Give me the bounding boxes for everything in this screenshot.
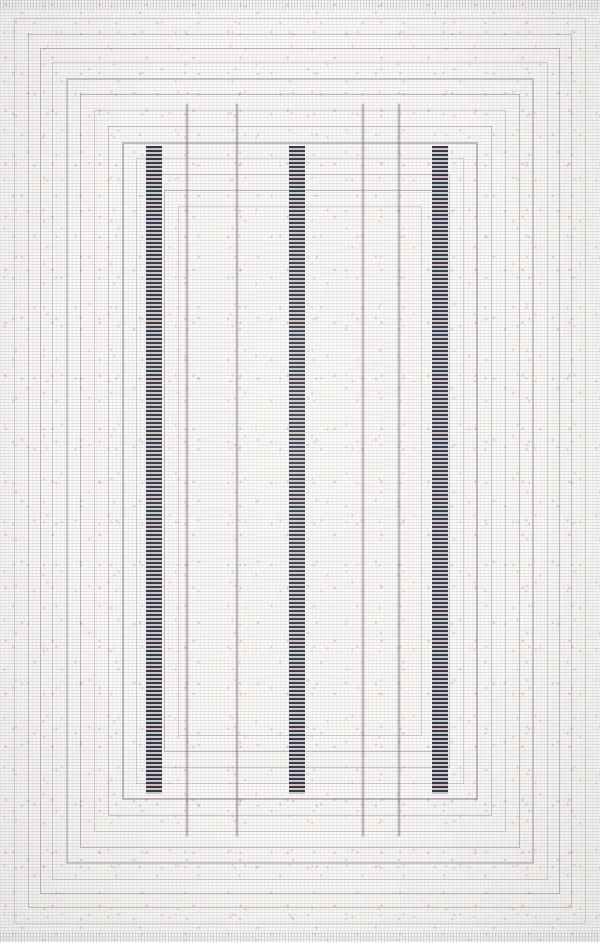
ladder-stripe (289, 146, 305, 794)
rug-bottom-selvedge (0, 932, 600, 942)
inner-guide-column (236, 104, 238, 836)
rug-top-selvedge (0, 0, 600, 10)
inner-guide-column (398, 104, 400, 836)
ladder-stripe (146, 146, 162, 794)
ladder-stripe (432, 146, 448, 794)
inner-guide-column (362, 104, 364, 836)
inner-guide-column (186, 104, 188, 836)
